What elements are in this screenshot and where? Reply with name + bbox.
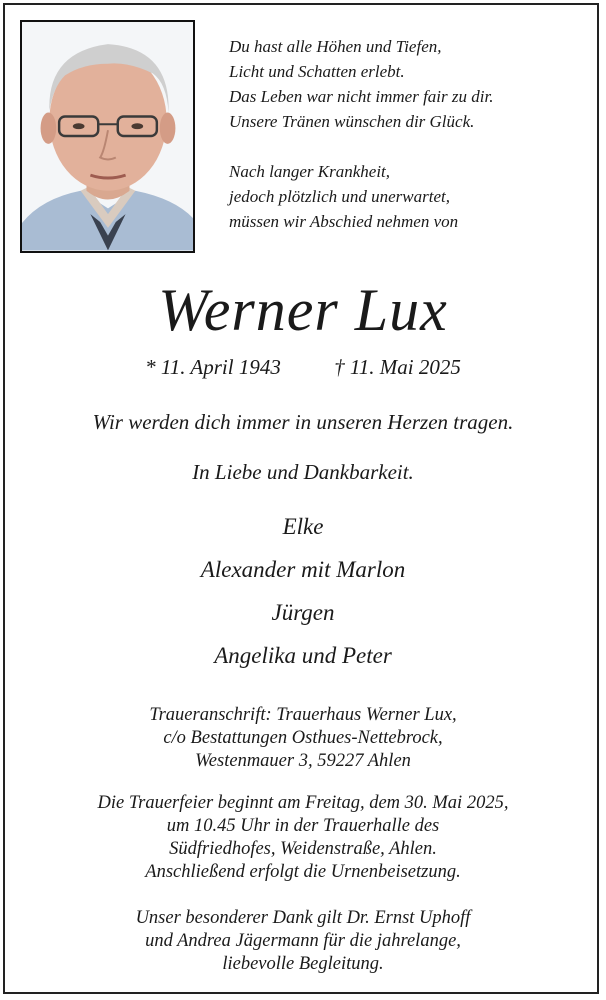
- poem-line: Du hast alle Höhen und Tiefen,: [229, 37, 442, 56]
- gratitude-line: Unser besonderer Dank gilt Dr. Ernst Uphoff: [135, 908, 471, 928]
- family-member: Angelika und Peter: [214, 643, 392, 668]
- gratitude-line: liebevolle Begleitung.: [222, 954, 384, 974]
- gratitude-note: [0, 907, 606, 976]
- poem: [229, 34, 589, 234]
- birth-date: * 11. April 1943: [145, 355, 281, 379]
- thanks-line: In Liebe und Dankbarkeit.: [192, 460, 414, 484]
- funeral-info: [0, 792, 606, 884]
- family-member: Alexander mit Marlon: [200, 557, 406, 582]
- poem-line: müssen wir Abschied nehmen von: [229, 212, 459, 231]
- poem-line: Nach langer Krankheit,: [229, 162, 391, 181]
- address-line: c/o Bestattungen Osthues-Nettebrock,: [163, 728, 443, 748]
- mourning-address: [0, 704, 606, 773]
- life-dates: [0, 352, 606, 382]
- poem-line: Das Leben war nicht immer fair zu dir.: [229, 87, 494, 106]
- portrait-illustration: [22, 22, 193, 251]
- poem-line: Unsere Tränen wünschen dir Glück.: [229, 112, 475, 131]
- funeral-line: Anschließend erfolgt die Urnenbeisetzung.: [145, 862, 461, 882]
- family-member: Jürgen: [271, 600, 335, 625]
- funeral-line: Südfriedhofes, Weidenstraße, Ahlen.: [169, 839, 437, 859]
- poem-line: Licht und Schatten erlebt.: [229, 62, 405, 81]
- family-member: Elke: [282, 514, 324, 539]
- funeral-line: um 10.45 Uhr in der Trauerhalle des: [166, 816, 440, 836]
- portrait-photo: [20, 20, 195, 253]
- motto: Wir werden dich immer in unseren Herzen tragen.: [92, 410, 514, 434]
- poem-line: jedoch plötzlich und unerwartet,: [229, 187, 450, 206]
- address-line: Westenmauer 3, 59227 Ahlen: [195, 751, 411, 771]
- funeral-line: Die Trauerfeier beginnt am Freitag, dem 30. Mai 2025,: [97, 793, 509, 813]
- deceased-name: Werner Lux: [158, 277, 448, 343]
- death-date: † 11. Mai 2025: [334, 355, 461, 379]
- gratitude-line: und Andrea Jägermann für die jahrelange,: [145, 931, 461, 951]
- address-line: Traueranschrift: Trauerhaus Werner Lux,: [149, 705, 457, 725]
- poem-gap: [229, 134, 589, 159]
- family-list: [0, 505, 606, 677]
